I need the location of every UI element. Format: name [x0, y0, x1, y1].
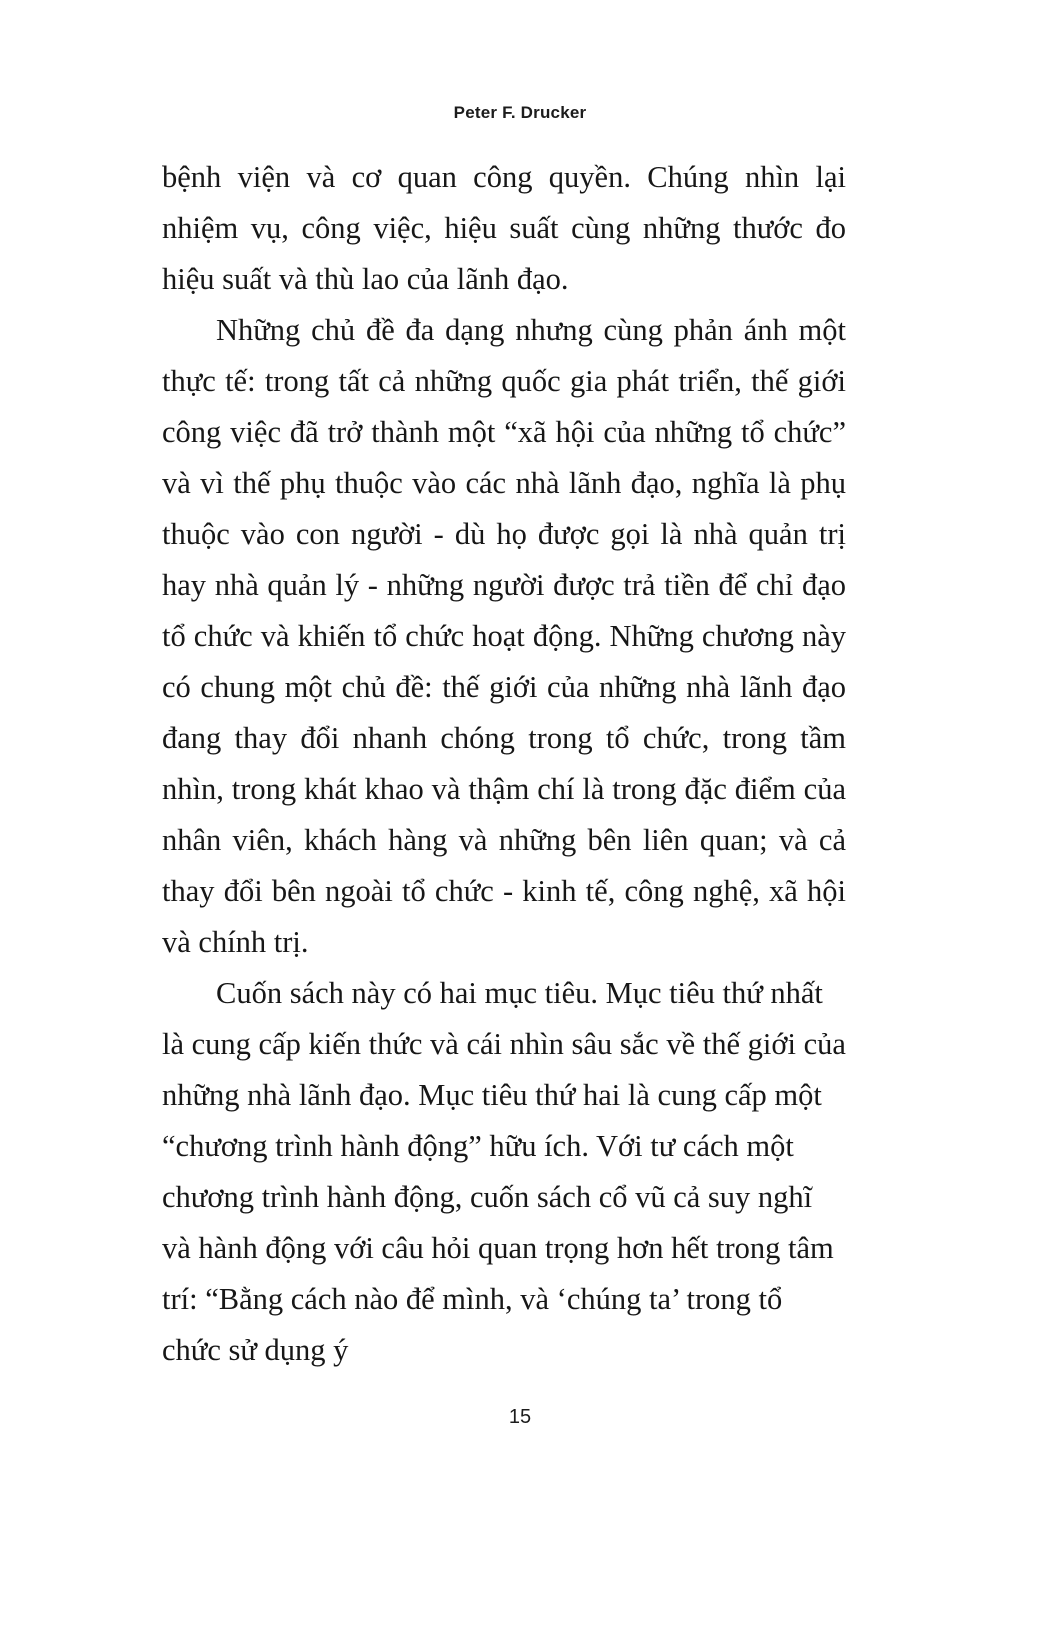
page-number: 15	[508, 1406, 532, 1428]
paragraph-continued: bệnh viện và cơ quan công quyền. Chúng nhìn lại nhiệm vụ, công việc, hiệu suất cùng những thước đo hiệu suất và thù lao của lãnh đạo.	[162, 160, 846, 296]
paragraph-themes: Những chủ đề đa dạng nhưng cùng phản ánh một thực tế: trong tất cả những quốc gia phát triển, thế giới công việc đã trở thành một “xã hội của những tổ chức” và vì thế phụ thuộc vào các nhà lãnh đạo, nghĩa là phụ thuộc vào con người - dù họ được gọi là nhà quản trị hay nhà quản lý - những người được trả tiền để chỉ đạo tổ chức và khiến tổ chức hoạt động. Những chương này có chung một chủ đề: thế giới của những nhà lãnh đạo đang thay đổi nhanh chóng trong tổ chức, trong tầm nhìn, trong khát khao và thậm chí là trong đặc điểm của nhân viên, khách hàng và những bên liên quan; và cả thay đổi bên ngoài tổ chức - kinh tế, công nghệ, xã hội và chính trị.	[162, 313, 846, 959]
paragraph-objectives: Cuốn sách này có hai mục tiêu. Mục tiêu thứ nhất là cung cấp kiến thức và cái nhìn sâu sắc về thế giới của những nhà lãnh đạo. Mục tiêu thứ hai là cung cấp một “chương trình hành động” hữu ích. Với tư cách một chương trình hành động, cuốn sách cổ vũ cả suy nghĩ và hành động với câu hỏi quan trọng hơn hết trong tâm trí: “Bằng cách nào để mình, và ‘chúng ta’ trong tổ chức sử dụng ý	[162, 976, 846, 1367]
page-body-text	[162, 152, 846, 1376]
running-head-author: Peter F. Drucker	[453, 103, 587, 122]
